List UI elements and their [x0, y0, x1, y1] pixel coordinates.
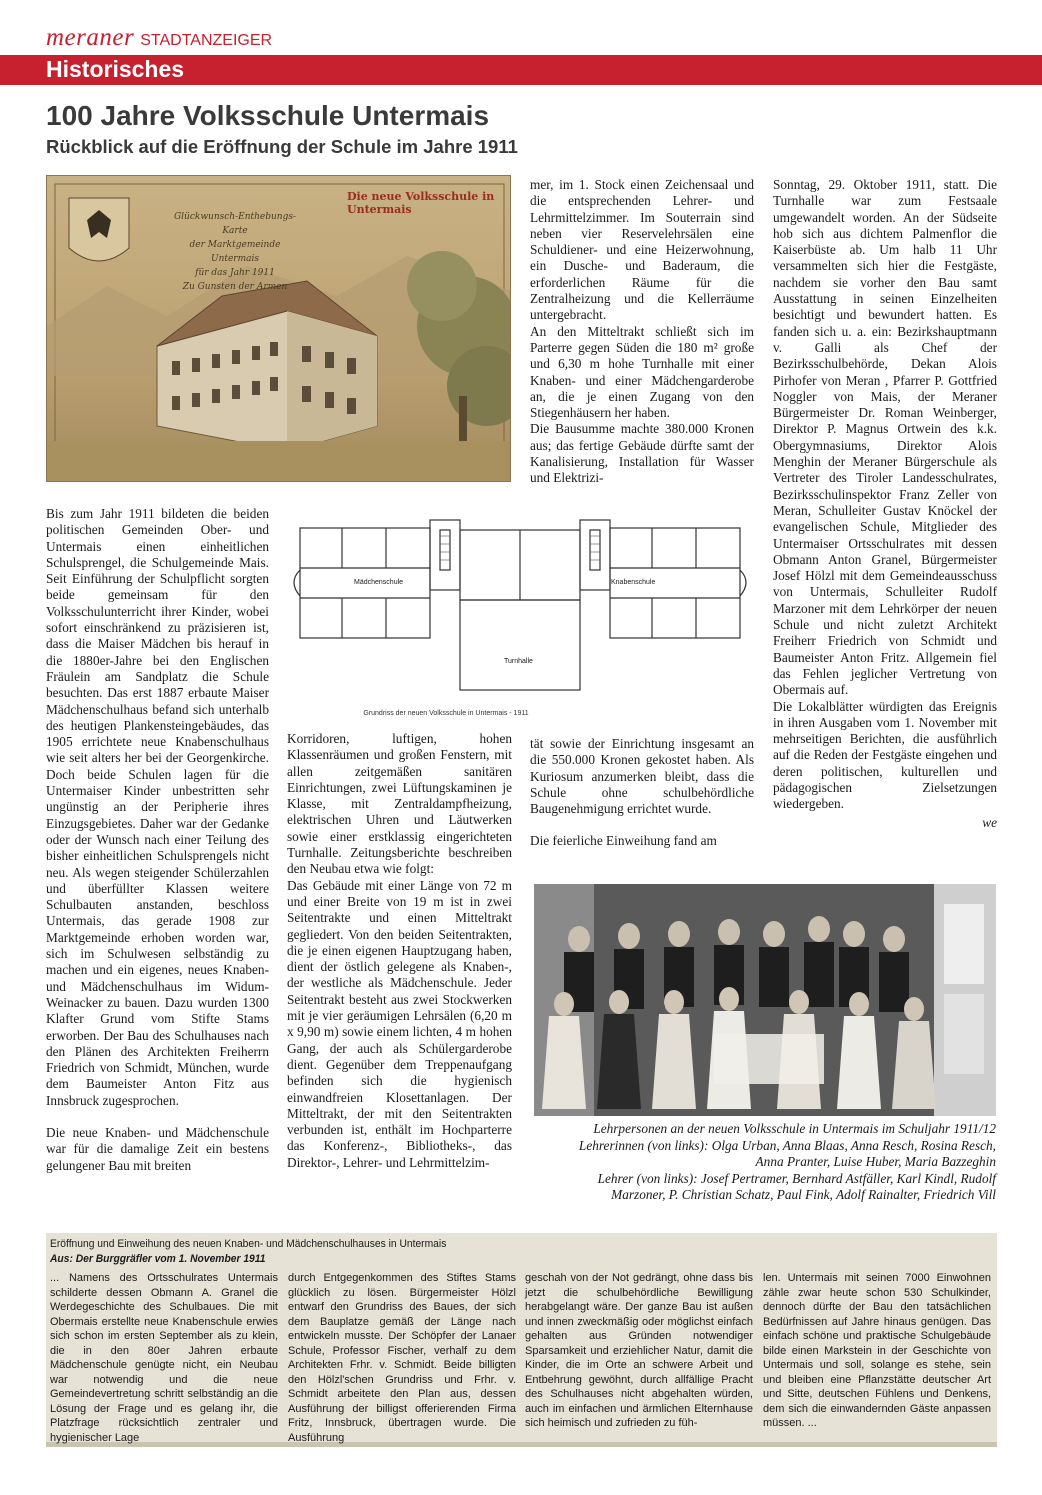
caption-line: Marzoner, P. Christian Schatz, Paul Fink, Adolf Rainalter, Friedrich Vill: [611, 1187, 996, 1202]
article-subtitle: Rückblick auf die Eröffnung der Schule im Jahre 1911: [46, 136, 518, 157]
paragraph: Korridoren, luftigen, hohen Klassenräumen und großen Fenstern, mit allen zeitgemäßen sanitären Einrichtungen, zwei Lüftungskaminen je Klasse, mit Zentraldampfheizung, elektrischen Uhren und Läutwerken sowie einer erstklassig eingerichteten Turnhalle. Zeitungsberichte beschreiben den Neubau etwa wie folgt:: [287, 731, 512, 877]
paragraph: Die feierliche Einweihung fand am: [530, 833, 717, 849]
paragraph: Die Bausumme machte 380.000 Kronen aus; das fertige Gebäude dürfte samt der Kanalisierung, Installation für Wasser und Elektrizi-: [530, 421, 754, 486]
paragraph: Bis zum Jahr 1911 bildeten die beiden politischen Gemeinden Ober- und Untermais einen einheitlichen Schulsprengel, die Schulgemeinde Mais. Seit Einführung der Schulpflicht sorgten beide gemeinsam für den Volksschulunterricht ihrer Kinder, wobei sofort einschränkend zu präzisieren ist, dass die Maiser Mädchen bis herauf in die 1880er-Jahre bei den Englischen Fräulein am Sandplatz die Schule besuchten. Das erst 1887 erbaute Maiser Mädchenschulhaus befand sich unterhalb des heutigen Plankensteingebäudes, das 1905 errichtete neue Knabenschulhaus wie seit alters her bei der Georgenkirche. Doch beide Schulen lagen für die Untermaiser Kinder unbestritten sehr ungünstig an der Peripherie ihres Einzugsgebietes. Daher war der Gedanke oder der Wunsch nach einer Teilung des bisher einheitlichen Schulsprengels nicht neu. Als wegen steigender Schülerzahlen und überfüllter Klassen weitere Schulbauten anstanden, beschloss Untermais, das gerade 1908 zur Marktgemeinde erhoben worden war, sich im Schulwesen selbständig zu machen und ein eigenes, neues Knaben- und Mädchenschulhaus im Widum-Weinacker zu bauen. Dazu wurden 1300 Klafter Grund vom Stifte Stams erworben. Der Bau des Schulhauses nach den Plänen des Architekten Freiherrn Friedrich von Schmidt, München, wurde dem Baumeister Anton Fitz aus Innsbruck zugesprochen.: [46, 506, 269, 1108]
article-title: 100 Jahre Volksschule Untermais: [46, 100, 490, 131]
postcard-line: für das Jahr 1911: [195, 268, 275, 278]
article-column-4: [773, 177, 997, 831]
paragraph: tät sowie der Einrichtung insgesamt an die 550.000 Kronen gekostet haben. Als Kuriosum anzumerken bleibt, dass die Schule ohne schulbehördliche Baugenehmigung errichtet wurde.: [530, 736, 754, 817]
postcard-line: Zu Gunsten der Armen: [182, 282, 288, 292]
teachers-photo: [534, 884, 996, 1116]
postcard-line: der Marktgemeinde Untermais: [189, 240, 281, 264]
caption-line: Lehrpersonen an der neuen Volksschule in Untermais im Schuljahr 1911/12: [593, 1121, 996, 1136]
masthead-brand: [46, 24, 272, 52]
author-signature: we: [982, 814, 997, 830]
paragraph: An den Mitteltrakt schließt sich im Parterre gegen Süden die 180 m² große und 6,30 m hohe Turnhalle mit einer Knaben- und einer Mädchengarderobe an, die je einen Zugang von den Stiegenhäusern her haben.: [530, 323, 754, 421]
postcard-image: [46, 175, 511, 482]
plan-caption: Grundriss der neuen Volksschule in Untermais - 1911: [363, 710, 529, 717]
caption-line: Lehrerinnen (von links): Olga Urban, Anna Blaas, Anna Resch, Rosina Resch,: [578, 1137, 996, 1153]
section-title: Historisches: [46, 56, 185, 82]
article-column-2: [287, 731, 512, 1171]
brand-name: meraner: [46, 24, 135, 51]
excerpt-heading: Eröffnung und Einweihung des neuen Knaben- und Mädchenschulhauses in Untermais: [50, 1238, 447, 1250]
article-column-1: [46, 506, 269, 1174]
postcard-line: Glückwunsch-Enthebungs-Karte: [173, 212, 297, 236]
brand-suffix: STADTANZEIGER: [140, 32, 273, 49]
excerpt-column-4: len. Untermais mit seinen 7000 Einwohnen zähle zwar heute schon 530 Schulkinder, dennoch dürfte der Bau den tatsächlichen Bedürfnissen auf Jahre hinaus genügen. Das einfach schöne und praktische Schulgebäude bilde einen Markstein in der Geschichte von Untermais und soll, solange es stehe, sein und bleiben eine Pflanzstätte deutscher Art und Sitte, deutschen Fühlens und Denkens, dem sich die einwandernden Gäste anpassen müssen. ...: [763, 1272, 991, 1429]
paragraph: Sonntag, 29. Oktober 1911, statt. Die Turnhalle war zum Festsaale umgewandelt worden. An der Südseite hob sich aus dichtem Palmenflor die Kaiserbüste ab. Um halb 11 Uhr versammelten sich hier die Festgäste, nachdem sie vorher den Bau samt Ausstattung in seinen Einzelheiten besichtigt und bewundert hatten. Es fanden sich u. a. ein: Bezirkshauptmann v. Galli als Chef der Bezirksschulbehörde, Dekan Alois Pirhofer von Meran , Pfarrer P. Gottfried Noggler von Mais, der Meraner Bürgermeister Dr. Roman Weinberger, Direktor P. Magnus Ortwein des k.k. Obergymnasiums, Direktor Alois Menghin der Meraner Bürgerschule als Vertreter des Tiroler Landesschulrates, Bezirksschulinspektor Franz Zeller von Meran, Schulleiter Gustav Knöckel der evangelischen Schule, Mitglieder des Untermaiser Ortsschulrates mit dessen Obmann Anton Granel, Bürgermeister Josef Hölzl mit dem Gemeindeausschuss von Untermais, Schulleiter Rudolf Marzoner mit dem Lehrkörper der neuen Schule und nicht zuletzt Architekt Freiherr Friedrich von Schmidt und Baumeister Anton Fritz. Allgemein fiel das Fehlen jeglicher Vertretung von Obermais auf.: [773, 177, 997, 698]
article-column-3-bottom: [530, 736, 754, 850]
photo-caption: [520, 1121, 996, 1204]
plan-label-left: Mädchenschule: [354, 579, 404, 586]
postcard-text: [165, 210, 305, 294]
paragraph: Das Gebäude mit einer Länge von 72 m und einer Breite von 19 m ist in zwei Seitentrakte und einen Mitteltrakt gegliedert. Von den beiden Seitentrakten, die je einen eigenen Hauptzugang haben, dient der östlich gelegene als Knaben-, der westliche als Mädchenschule. Jeder Seitentrakt besteht aus zwei Stockwerken mit je vier geräumigen Lehrsälen (6,20 m x 9,90 m) sowie einem lichten, 4 m hohen Gang, der auch als Schülergarderobe dient. Gegenüber dem Treppenaufgang befinden sich die hygienisch einwandfreien Klosettanlagen. Der Mitteltrakt, der mit den Seitentrakten verbunden ist, enthält im Hochparterre das Konferenz-, Bibliotheks-, das Direktor-, Lehrer- und Lehrmittelzim-: [287, 877, 512, 1170]
photo-illustration: [534, 884, 996, 1116]
excerpt-column-3: geschah von der Not gedrängt, ohne dass bis jetzt die schulbehördliche Bewilligung herabgelangt wäre. Der ganze Bau ist außen und innen zweckmäßig oder möglichst einfach gehalten aus Gründen notwendiger Sparsamkeit und erziehlicher Natur, damit die Kinder, die im Orte an schwere Arbeit und Entbehrung gewöhnt, durch allfällige Pracht des Schulhauses nicht abgehalten würden, auch im einfachen und ärmlichen Elternhause sich heimisch und zufrieden zu füh-: [525, 1272, 753, 1429]
floor-plan-drawing: [286, 500, 758, 710]
excerpt-source: Aus: Der Burggräfler vom 1. November 1911: [50, 1253, 266, 1265]
paragraph: mer, im 1. Stock einen Zeichensaal und die entsprechenden Lehrer- und Lehrmittelzimmer. Im Souterrain sind neben vier Reservelehrsälen eine Schuldiener- und eine Heizerwohnung, ein Dusche- und Baderaum, die erforderlichen Räume für die Zentralheizung und die Kellerräume untergebracht.: [530, 177, 754, 323]
postcard-title: Die neue Volksschule in Untermais: [347, 190, 495, 216]
floor-plan: [286, 500, 758, 725]
paragraph: Die neue Knaben- und Mädchenschule war für die damalige Zeit ein bestens gelungener Bau mit breiten: [46, 1124, 269, 1173]
plan-label-right: Knabenschule: [611, 579, 656, 586]
excerpt-column-1: ... Namens des Ortsschulrates Untermais schilderte dessen Obmann A. Granel die Werdegeschichte des Schulbaues. Die mit Obermais erstellte neue Knabenschule erwies sich schon im ersten September als zu klein, die in den 80er Jahren erbaute Mädchenschule genügte nicht, ein Neubau war notwendig und die neue Gemeindevertretung schritt selbständig an die Lösung der Frage und es gelang ihr, die Platzfrage rücksichtlich zentraler und hygienischer Lage: [50, 1272, 278, 1444]
article-column-3-top: [530, 177, 754, 487]
caption-line: Lehrer (von links): Josef Pertramer, Bernhard Astfäller, Karl Kindl, Rudolf: [597, 1170, 996, 1186]
excerpt-column-2: durch Entgegenkommen des Stiftes Stams glücklich zu lösen. Bürgermeister Hölzl entwarf den Grundriss des Baues, der sich dem Bauplatze gemäß der Länge nach entwickeln musste. Der Schöpfer der Lanaer Schule, Professor Fischer, verhalf zu dem Architekten Frhr. v. Schmidt. Beide billigten den Hölzl'schen Grundriss und Frhr. v. Schmidt arbeitete den Plan aus, dessen Ausführung der billigst offerierenden Firma Fritz, Innsbruck, übertragen wurde. Die Ausführung: [288, 1272, 516, 1444]
plan-label-center: Turnhalle: [504, 658, 533, 665]
caption-line: Anna Pranter, Luise Huber, Maria Bazzeghin: [755, 1154, 996, 1169]
paragraph: Die Lokalblätter würdigten das Ereignis in ihren Ausgaben vom 1. November mit mehrseitigen Berichten, die ausführlich auf die Reden der Festgäste eingehen und deren politischen, kulturellen und pädagogischen Zielsetzungen wiedergeben.: [773, 698, 997, 812]
section-bar: [0, 55, 1042, 85]
